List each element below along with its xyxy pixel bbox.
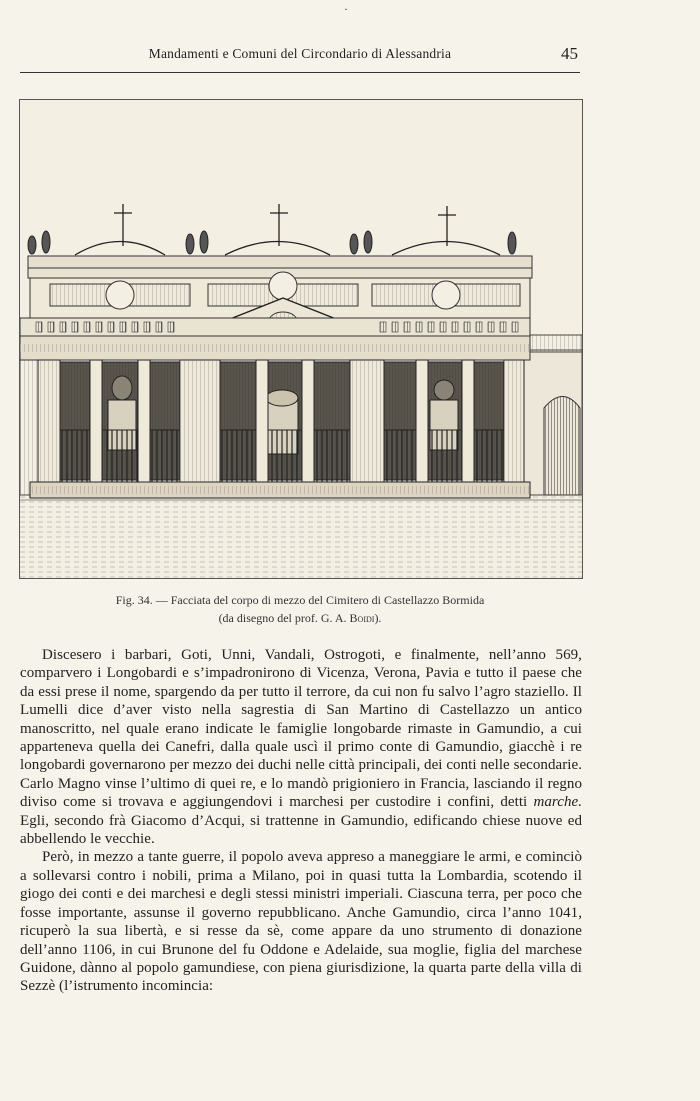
- paragraph-1-part2: Egli, secondo frà Giacomo d’Acqui, si trattenne in Gamundio, edificando chiese nuove ed abbellendo le vecchie.: [20, 812, 582, 848]
- paragraph-1-italic: marche.: [533, 794, 582, 811]
- figure-caption-line1: Fig. 34. — Facciata del corpo di mezzo del Cimitero di Castellazzo Bormida: [115, 593, 485, 607]
- figure-engraving: [19, 99, 583, 579]
- running-title: Mandamenti e Comuni del Circondario di Alessandria: [148, 46, 452, 61]
- running-header: [20, 44, 580, 73]
- caption-credit: (da disegno del prof. G. A.: [218, 611, 350, 625]
- top-dot: ·: [344, 2, 348, 16]
- paragraph-2: Però, in mezzo a tante guerre, il popolo aveva appreso a maneggiare le armi, e cominciò a sollevarsi contro i nobili, prima a Milano, poi in quasi tutta la Lombardia, scotendo il giogo dei conti e dei marchesi e degli stessi ministri imperiali. Ciascuna terra, per poco che fosse importante, assunse il governo repubblicano. Anche Gamundio, circa l’anno 1041, ricuperò la sua libertà, e si resse da sè, come appare da uno strumento di donazione dell’anno 1106, in cui Brunone del fu Oddone e Adelaide, sua moglie, figlia del marchese Guidone, dànno al popolo gamundiese, con piena giurisdizione, la quarta parte della villa di Sezzè (l’istrumento incomincia:: [20, 849, 582, 995]
- cemetery-facade-illustration: [20, 100, 582, 578]
- caption-author: Boidi: [349, 611, 375, 625]
- paragraph-1: [20, 646, 582, 848]
- page-number: 45: [561, 44, 578, 63]
- figure-caption-line2: [20, 611, 580, 626]
- caption-end: ).: [374, 611, 382, 625]
- body-text: [20, 646, 582, 996]
- paragraph-1-part1: Discesero i barbari, Goti, Unni, Vandali, Ostrogoti, e finalmente, nell’anno 569, comparvero i Longobardi e s’impadronirono di Vicenza, Verona, Pavia e tutto il paese che da essi prese il nome, spargendo da per tutto il terrore, da cui non fu salvo l’agro staziello. Il Lumelli dice d’aver visto nella sagrestia di San Martino di Castellazzo un antico manoscritto, nel quale erano indicate le famiglie longobarde rimaste in Gamundio, a cui apparteneva quella dei Canefri, dalla quale uscì il primo conte di Gamundio, giacchè i re longobardi governarono per mezzo dei duchi nelle città principali, dei conti nelle secondarie. Carlo Magno vinse l’ultimo di quei re, e lo mandò prigioniero in Francia, lasciando il regno diviso come si trovava e aggiungendovi i marchesi per custodire i confini, detti: [20, 647, 582, 811]
